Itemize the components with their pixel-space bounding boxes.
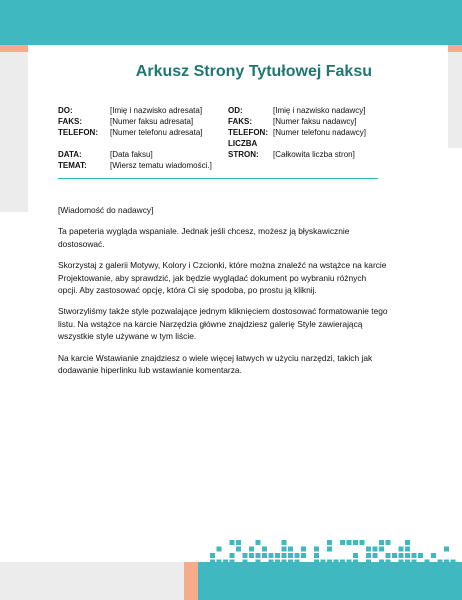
pixel-square [366,553,371,558]
pixel-square [444,560,449,565]
pixel-pattern-decoration [0,530,462,600]
pixel-square [334,560,339,565]
pixel-square [256,540,261,545]
pixel-square [249,566,254,571]
pixel-square [444,547,449,552]
pixel-square [210,553,215,558]
message-heading: [Wiadomość do nadawcy] [58,205,154,215]
pixel-square [288,553,293,558]
pixel-square [425,560,430,565]
pixel-square [340,540,345,545]
pixel-square [288,566,293,571]
pixel-square [405,547,410,552]
pixel-square [353,553,358,558]
pixel-square [243,560,248,565]
pixel-square [392,566,397,571]
pixel-square [282,560,287,565]
pixel-square [386,553,391,558]
pixel-square [230,566,235,571]
value-total-pages: [Całkowita liczba stron] [273,150,355,159]
pixel-square [217,560,222,565]
pixel-square [399,560,404,565]
pixel-square [314,553,319,558]
pixel-square [373,553,378,558]
pixel-square [275,566,280,571]
pixel-square [418,553,423,558]
pixel-square [366,547,371,552]
top-teal-bar [0,0,462,45]
pixel-square [327,560,332,565]
pixel-square [269,566,274,571]
value-recipient-fax: [Numer faksu adresata] [110,117,194,126]
pixel-square [275,553,280,558]
pixel-square [379,540,384,545]
pixel-square [366,560,371,565]
pixel-square [327,540,332,545]
pixel-square [288,560,293,565]
pixel-square [301,553,306,558]
pixel-square [353,540,358,545]
pixel-square [314,547,319,552]
page-title: Arkusz Strony Tytułowej Faksu [135,63,372,80]
pixel-square [399,547,404,552]
pixel-square [217,547,222,552]
label-to: DO: [58,106,73,115]
label-from: OD: [228,106,243,115]
pixel-square [223,560,228,565]
pixel-square [347,560,352,565]
pixel-square [282,547,287,552]
pixel-square [275,560,280,565]
pixel-square [418,566,423,571]
pixel-square [431,553,436,558]
pixel-square [373,566,378,571]
pixel-square [438,566,443,571]
pixel-square [217,566,222,571]
label-date: DATA: [58,150,82,159]
message-paragraph: Skorzystaj z galerii Motywy, Kolory i Czcionki, które można znaleźć na wstążce na karcie Projektowanie, aby sprawdzić, jak będzie wyglądać dokument po wybraniu różnych opcji. Aby zastosować opcję, która Ci się spodoba, po prostu ją kliknij. [58,260,387,296]
pixel-square [210,560,215,565]
pixel-square [243,566,248,571]
pixel-square [314,560,319,565]
pixel-square [236,566,241,571]
pixel-square [327,547,332,552]
pixel-square [301,547,306,552]
pixel-square [314,566,319,571]
label-page-count-line2: STRON: [228,150,259,159]
pixel-square [360,566,365,571]
pixel-square [353,560,358,565]
pixel-square [230,560,235,565]
message-paragraph: Ta papeteria wygląda wspaniale. Jednak jeśli chcesz, możesz ją błyskawicznie dostosować. [58,226,350,249]
value-sender-phone: [Numer telefonu nadawcy] [273,128,366,137]
pixel-square [451,566,456,571]
pixel-square [295,560,300,565]
value-sender-name: [Imię i nazwisko nadawcy] [273,106,366,115]
pixel-square [347,540,352,545]
pixel-square [269,553,274,558]
pixel-square [321,560,326,565]
pixel-square [386,566,391,571]
label-subject: TEMAT: [58,161,87,170]
pixel-square [379,560,384,565]
pixel-square [334,566,339,571]
pixel-square [288,547,293,552]
pixel-square [262,566,267,571]
pixel-square [236,540,241,545]
pixel-square [236,547,241,552]
pixel-square [340,560,345,565]
pixel-square [269,560,274,565]
pixel-square [249,547,254,552]
label-fax-recipient: FAKS: [58,117,82,126]
pixel-square [340,566,345,571]
pixel-square [412,560,417,565]
top-orange-strip [0,45,28,52]
pixel-square [373,547,378,552]
label-fax-sender: FAKS: [228,117,252,126]
pixel-square [256,553,261,558]
pixel-square [379,547,384,552]
pixel-square [223,566,228,571]
pixel-square [256,566,261,571]
pixel-square [451,560,456,565]
pixel-square [438,560,443,565]
pixel-square [282,566,287,571]
divider-line [58,178,378,179]
pixel-square [431,566,436,571]
pixel-square [379,566,384,571]
label-phone-recipient: TELEFON: [58,128,98,137]
message-paragraph: Stworzyliśmy także style pozwalające jednym kliknięciem dostosować formatowanie tego listu. Na wstążce na karcie Narzędzia główne znajdziesz galerię Style zawierającą wszystkie style używane w tym liście. [58,306,388,342]
value-subject: [Wiersz tematu wiadomości.] [110,161,212,170]
value-fax-date: [Data faksu] [110,150,153,159]
label-page-count-line1: LICZBA [228,139,258,148]
value-recipient-name: [Imię i nazwisko adresata] [110,106,203,115]
value-sender-fax: [Numer faksu nadawcy] [273,117,357,126]
pixel-square [444,566,449,571]
pixel-square [282,540,287,545]
pixel-square [295,553,300,558]
pixel-square [360,540,365,545]
pixel-square [308,566,313,571]
pixel-square [399,553,404,558]
pixel-square [262,553,267,558]
pixel-square [295,566,300,571]
pixel-square [249,553,254,558]
pixel-square [386,540,391,545]
pixel-square [243,553,248,558]
label-phone-sender: TELEFON: [228,128,268,137]
value-recipient-phone: [Numer telefonu adresata] [110,128,203,137]
pixel-square [230,540,235,545]
right-gray-bar [448,52,462,148]
pixel-square [230,553,235,558]
pixel-square [386,560,391,565]
pixel-square [405,566,410,571]
message-paragraph: Na karcie Wstawianie znajdziesz o wiele więcej łatwych w użyciu narzędzi, takich jak dodawanie hiperlinku lub wstawianie komentarza. [58,352,373,376]
pixel-square [366,566,371,571]
message-body [58,204,388,385]
pixel-square [210,566,215,571]
pixel-square [412,553,417,558]
pixel-square [405,560,410,565]
pixel-square [405,553,410,558]
top-right-orange-accent [448,45,462,52]
pixel-square [256,560,261,565]
pixel-square [405,540,410,545]
pixel-square [262,547,267,552]
pixel-square [327,566,332,571]
pixel-square [353,566,358,571]
pixel-square [392,553,397,558]
pixel-square [282,553,287,558]
